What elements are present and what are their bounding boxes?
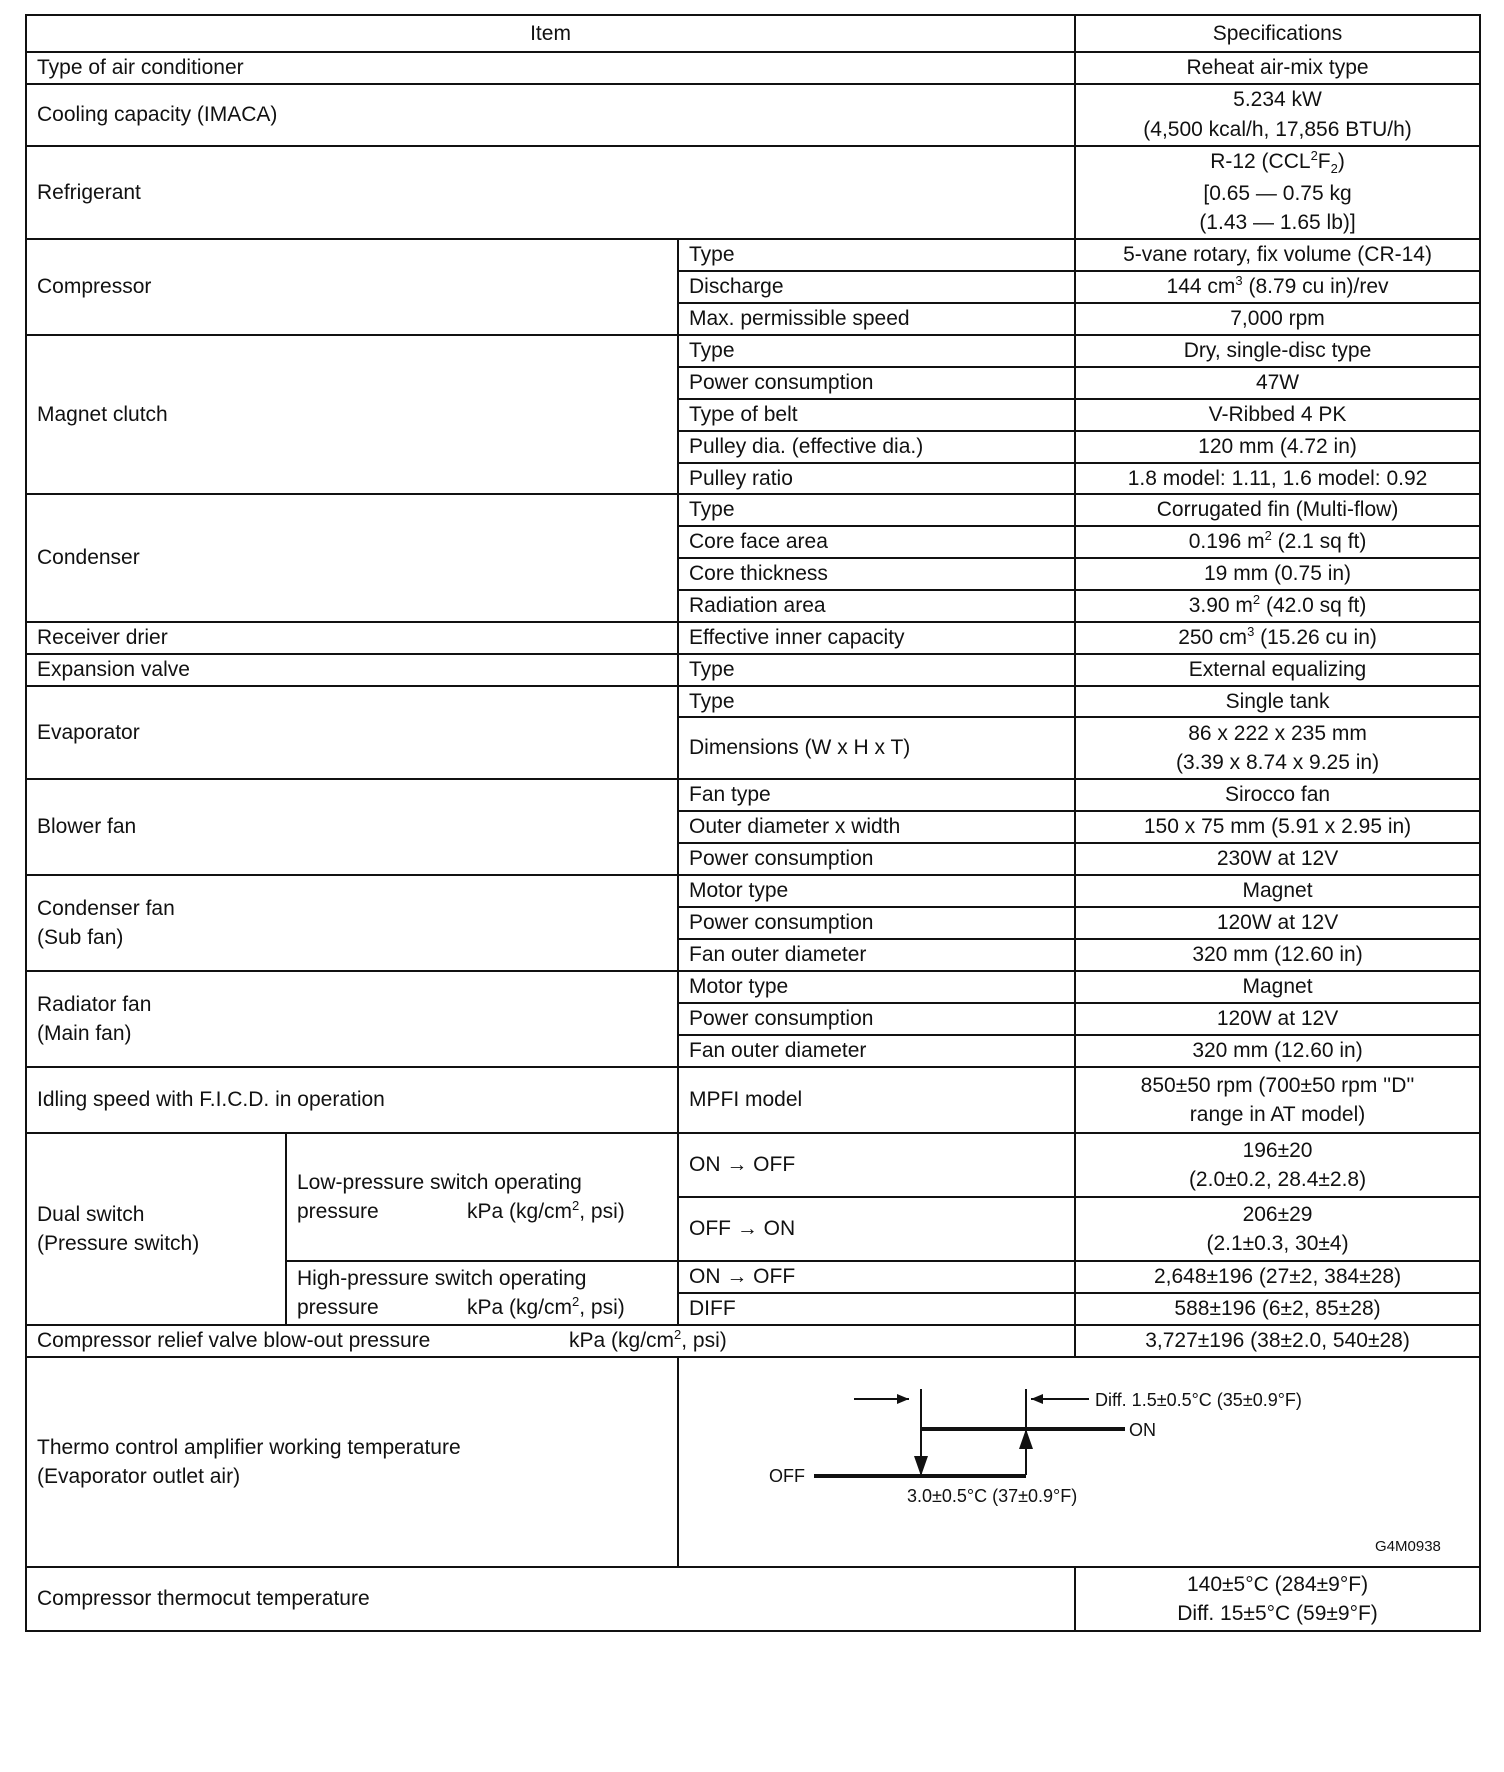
sub-label: Power consumption: [678, 1003, 1075, 1035]
superscript: 2: [1264, 528, 1272, 544]
table-row: [26, 1325, 1480, 1357]
sub-label: Discharge: [678, 271, 1075, 303]
sub-label: ON → OFF: [678, 1133, 1075, 1197]
superscript: 3: [1247, 623, 1255, 639]
diff-arrow-right-head: [1031, 1394, 1043, 1404]
text: ): [1337, 150, 1345, 173]
sub-label: Effective inner capacity: [678, 622, 1075, 654]
row-label: [26, 1357, 678, 1567]
label-line: Radiator fan: [37, 992, 152, 1016]
sub-label: Core thickness: [678, 558, 1075, 590]
row-label: Type of air conditioner: [26, 52, 1075, 84]
sub-label: Pulley ratio: [678, 463, 1075, 495]
row-value: 47W: [1075, 367, 1480, 399]
value-line: 5.234 kW: [1233, 88, 1322, 112]
row-label: Receiver drier: [26, 622, 678, 654]
hysteresis-diagram: [679, 1363, 1479, 1561]
sub-label: DIFF: [678, 1293, 1075, 1325]
table-row: [26, 654, 1480, 686]
row-value: 7,000 rpm: [1075, 303, 1480, 335]
temp-label: 3.0±0.5°C (37±0.9°F): [907, 1486, 1078, 1507]
value-line: [0.65 — 0.75 kg: [1203, 181, 1352, 205]
row-label: Compressor thermocut temperature: [26, 1567, 1075, 1631]
table-row: [26, 622, 1480, 654]
label-line: Condenser fan: [37, 896, 175, 920]
row-value: Magnet: [1075, 875, 1480, 907]
row-value: 3,727±196 (38±2.0, 540±28): [1075, 1325, 1480, 1357]
row-value: [1075, 1133, 1480, 1197]
row-value: Single tank: [1075, 686, 1480, 718]
text: (42.0 sq ft): [1260, 593, 1367, 617]
row-value: 19 mm (0.75 in): [1075, 558, 1480, 590]
table-row: [26, 1567, 1480, 1631]
sub-label: Type: [678, 239, 1075, 271]
text: , psi): [579, 1200, 625, 1224]
text: R-12 (CCL: [1210, 150, 1311, 173]
row-value: 120W at 12V: [1075, 1003, 1480, 1035]
value-line: (2.1±0.3, 30±4): [1206, 1232, 1349, 1256]
table-row: [26, 84, 1480, 146]
table-row: [26, 1357, 1480, 1567]
row-value: [1075, 84, 1480, 146]
down-arrow: [914, 1456, 928, 1476]
row-value: [1075, 1197, 1480, 1261]
off-label: OFF: [769, 1466, 805, 1487]
text: (8.79 cu in)/rev: [1242, 275, 1389, 299]
row-label: [26, 1325, 1075, 1357]
row-value: 1.8 model: 1.11, 1.6 model: 0.92: [1075, 463, 1480, 495]
row-value: 2,648±196 (27±2, 384±28): [1075, 1261, 1480, 1293]
label-line: (Pressure switch): [37, 1232, 200, 1256]
row-value: 120W at 12V: [1075, 907, 1480, 939]
text: pressure: [297, 1200, 379, 1224]
sub-label: Power consumption: [678, 367, 1075, 399]
value-line: (1.43 — 1.65 lb)]: [1199, 211, 1356, 235]
row-value: External equalizing: [1075, 654, 1480, 686]
row-value: 120 mm (4.72 in): [1075, 431, 1480, 463]
row-value: [1075, 590, 1480, 622]
row-value: [1075, 271, 1480, 303]
label-line: [297, 1197, 667, 1227]
sub-label: Pulley dia. (effective dia.): [678, 431, 1075, 463]
row-label: Refrigerant: [26, 146, 1075, 239]
text: Compressor relief valve blow-out pressure: [37, 1329, 431, 1353]
text: F: [1317, 150, 1331, 173]
row-value: Magnet: [1075, 971, 1480, 1003]
group-label: Blower fan: [26, 779, 678, 875]
group-label: Evaporator: [26, 686, 678, 780]
sub-label: Type: [678, 335, 1075, 367]
text: , psi): [579, 1296, 625, 1320]
value-line: 196±20: [1242, 1138, 1313, 1162]
group-label: [26, 875, 678, 971]
sub-label: Motor type: [678, 971, 1075, 1003]
label-line: Low-pressure switch operating: [297, 1170, 582, 1194]
table-row: [26, 494, 1480, 526]
diff-label: Diff. 1.5±0.5°C (35±0.9°F): [1095, 1390, 1302, 1411]
sub-label: Fan outer diameter: [678, 939, 1075, 971]
row-value: Reheat air-mix type: [1075, 52, 1480, 84]
group-label: Compressor: [26, 239, 678, 335]
value-line: 140±5°C (284±9°F): [1186, 1572, 1369, 1596]
sub-label: Type: [678, 494, 1075, 526]
label-line: Dual switch: [37, 1202, 145, 1226]
header-row: [26, 15, 1480, 52]
label-line: [297, 1293, 667, 1323]
figure-code: G4M0938: [1375, 1538, 1441, 1556]
sub-label: Power consumption: [678, 907, 1075, 939]
high-pressure-label: [286, 1261, 678, 1325]
group-label: [26, 971, 678, 1067]
superscript: 2: [1252, 591, 1261, 607]
table-row: [26, 875, 1480, 907]
value-line: 206±29: [1242, 1202, 1313, 1226]
row-value: 320 mm (12.60 in): [1075, 939, 1480, 971]
sub-label: OFF → ON: [678, 1197, 1075, 1261]
label-line: (Sub fan): [37, 926, 124, 950]
group-label: Condenser: [26, 494, 678, 621]
sub-label: Type of belt: [678, 399, 1075, 431]
row-value: 150 x 75 mm (5.91 x 2.95 in): [1075, 811, 1480, 843]
value-line: [1086, 147, 1469, 179]
sub-label: Dimensions (W x H x T): [678, 717, 1075, 779]
table-row: [26, 1133, 1480, 1197]
text: kPa (kg/cm: [467, 1296, 573, 1320]
value-line: (4,500 kcal/h, 17,856 BTU/h): [1143, 118, 1412, 141]
label-line: High-pressure switch operating: [297, 1266, 587, 1290]
sub-label: Radiation area: [678, 590, 1075, 622]
table-row: [26, 779, 1480, 811]
group-label: Magnet clutch: [26, 335, 678, 494]
row-value: [1075, 717, 1480, 779]
value-line: 850±50 rpm (700±50 rpm ''D'': [1140, 1073, 1415, 1097]
header-specifications: Specifications: [1075, 15, 1480, 52]
text: 3.90 m: [1188, 593, 1253, 617]
row-value: Sirocco fan: [1075, 779, 1480, 811]
specifications-table: [25, 14, 1481, 1632]
sub-label: Max. permissible speed: [678, 303, 1075, 335]
row-label: Expansion valve: [26, 654, 678, 686]
table-row: [26, 1067, 1480, 1133]
row-value: 320 mm (12.60 in): [1075, 1035, 1480, 1067]
text: , psi): [681, 1329, 727, 1353]
sub-label: Fan outer diameter: [678, 1035, 1075, 1067]
text: kPa (kg/cm: [569, 1329, 675, 1353]
text: kPa (kg/cm: [467, 1200, 573, 1224]
sub-label: Type: [678, 654, 1075, 686]
text: 0.196 m: [1188, 530, 1265, 554]
superscript: 2: [572, 1294, 580, 1310]
value-line: 86 x 222 x 235 mm: [1188, 721, 1367, 745]
row-value: 5-vane rotary, fix volume (CR-14): [1075, 239, 1480, 271]
row-value: [1075, 622, 1480, 654]
superscript: 2: [674, 1327, 682, 1343]
table-row: [26, 52, 1480, 84]
sub-label: ON → OFF: [678, 1261, 1075, 1293]
row-value: Corrugated fin (Multi-flow): [1075, 494, 1480, 526]
value-line: (2.0±0.2, 28.4±2.8): [1188, 1168, 1367, 1192]
row-value: Dry, single-disc type: [1075, 335, 1480, 367]
table-row: [26, 335, 1480, 367]
text: 250 cm: [1178, 625, 1248, 649]
row-value: [1075, 526, 1480, 558]
table-row: [26, 971, 1480, 1003]
label-line: (Main fan): [37, 1022, 132, 1046]
group-label: [26, 1133, 286, 1325]
diff-arrow-left-head: [897, 1394, 909, 1404]
label-line: (Evaporator outlet air): [37, 1465, 241, 1489]
row-label: Cooling capacity (IMACA): [26, 84, 1075, 146]
up-arrow: [1019, 1429, 1033, 1449]
thermo-diagram: [679, 1363, 1479, 1561]
sub-label: MPFI model: [678, 1067, 1075, 1133]
header-item: Item: [26, 15, 1075, 52]
row-label: Idling speed with F.I.C.D. in operation: [26, 1067, 678, 1133]
subscript: 2: [1330, 161, 1338, 177]
superscript: 2: [1310, 148, 1318, 163]
label-line: Thermo control amplifier working temperature: [37, 1435, 461, 1459]
sub-label: Core face area: [678, 526, 1075, 558]
text: pressure: [297, 1296, 379, 1320]
sub-label: Fan type: [678, 779, 1075, 811]
sub-label: Motor type: [678, 875, 1075, 907]
superscript: 2: [572, 1198, 580, 1214]
text: (15.26 cu in): [1254, 625, 1377, 649]
text: (2.1 sq ft): [1271, 530, 1367, 554]
table-row: [26, 686, 1480, 718]
value-line: (3.39 x 8.74 x 9.25 in): [1175, 751, 1380, 775]
row-value: [1075, 1067, 1480, 1133]
thermo-diagram-cell: [678, 1357, 1480, 1567]
sub-label: Type: [678, 686, 1075, 718]
row-value: [1075, 146, 1480, 239]
table-row: [26, 239, 1480, 271]
value-line: Diff. 15±5°C (59±9°F): [1177, 1602, 1378, 1626]
sub-label: Outer diameter x width: [678, 811, 1075, 843]
sub-label: Power consumption: [678, 843, 1075, 875]
table-row: [26, 146, 1480, 239]
row-value: V-Ribbed 4 PK: [1075, 399, 1480, 431]
text: 144 cm: [1166, 275, 1236, 299]
low-pressure-label: [286, 1133, 678, 1261]
row-value: [1075, 1567, 1480, 1631]
on-label: ON: [1129, 1420, 1156, 1441]
row-value: 230W at 12V: [1075, 843, 1480, 875]
superscript: 3: [1235, 273, 1243, 289]
row-value: 588±196 (6±2, 85±28): [1075, 1293, 1480, 1325]
value-line: range in AT model): [1189, 1103, 1366, 1127]
